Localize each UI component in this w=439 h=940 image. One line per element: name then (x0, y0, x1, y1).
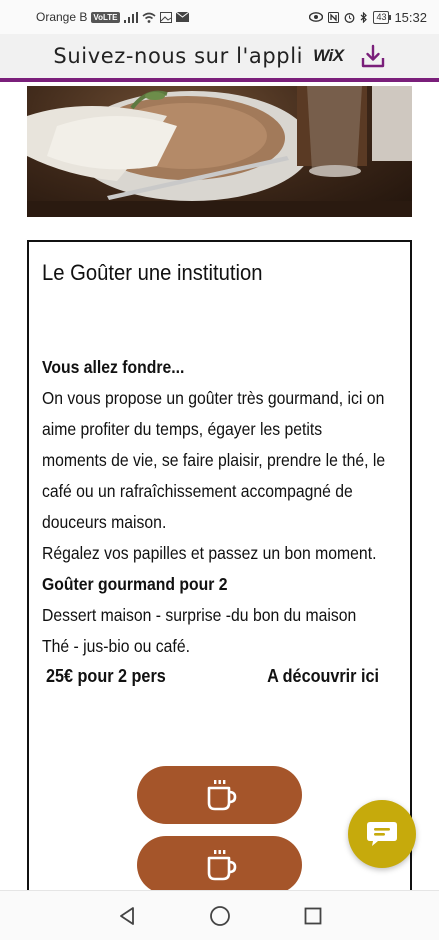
recents-button[interactable] (298, 901, 328, 931)
bluetooth-icon (360, 12, 368, 23)
navigation-bar (0, 890, 439, 940)
status-right (309, 10, 427, 25)
chat-button[interactable] (348, 800, 416, 868)
price-label: 25€ pour 2 pers (46, 666, 166, 686)
paragraph-line: aime profiter du temps, égayer les petits (42, 419, 323, 439)
back-triangle-icon (118, 906, 136, 926)
alarm-icon (344, 12, 355, 23)
wifi-icon (142, 12, 156, 23)
recents-square-icon (304, 907, 322, 925)
status-left (36, 10, 189, 24)
card-title: Le Goûter une institution (42, 260, 263, 285)
home-circle-icon (209, 905, 231, 927)
hero-image (27, 86, 412, 217)
price-row (46, 666, 379, 687)
mail-icon (176, 12, 189, 22)
home-button[interactable] (205, 901, 235, 931)
back-button[interactable] (112, 901, 142, 931)
banner-text: Suivez-nous sur l'appli (53, 44, 304, 68)
table-setting-illustration (27, 86, 412, 217)
paragraph-line: Régalez vos papilles et passez un bon moment. (42, 543, 377, 563)
coffee-cup-icon (203, 848, 237, 882)
detail-line: Dessert maison - surprise -du bon du maison (42, 605, 357, 625)
coffee-button[interactable] (137, 766, 302, 824)
card-subtitle: Vous allez fondre... (42, 357, 185, 377)
card-body (42, 352, 407, 662)
clock: 15:32 (394, 9, 427, 25)
chat-bubble-icon (365, 819, 399, 849)
eye-icon (309, 12, 323, 22)
detail-line: Thé - jus-bio ou café. (42, 636, 190, 656)
paragraph-line: café ou un rafraîchissement accompagné de (42, 481, 353, 501)
download-icon[interactable] (360, 43, 386, 69)
section-heading: Goûter gourmand pour 2 (42, 574, 228, 594)
wix-logo: WiX (313, 46, 344, 65)
coffee-button[interactable] (137, 836, 302, 894)
discover-link[interactable]: A découvrir ici (267, 666, 379, 686)
wix-app-banner[interactable] (0, 34, 439, 82)
paragraph-line: douceurs maison. (42, 512, 167, 532)
paragraph-line: moments de vie, se faire plaisir, prendre le thé, le (42, 450, 386, 470)
volte-badge: VoLTE (93, 12, 118, 22)
image-notification-icon (160, 12, 172, 23)
nfc-icon (328, 12, 339, 23)
coffee-cup-icon (203, 778, 237, 812)
battery-indicator: 43 (373, 11, 389, 24)
paragraph-line: On vous propose un goûter très gourmand, ici on (42, 388, 385, 408)
status-bar (0, 0, 439, 34)
carrier-name: Orange B (36, 10, 88, 24)
signal-icon (124, 12, 138, 23)
